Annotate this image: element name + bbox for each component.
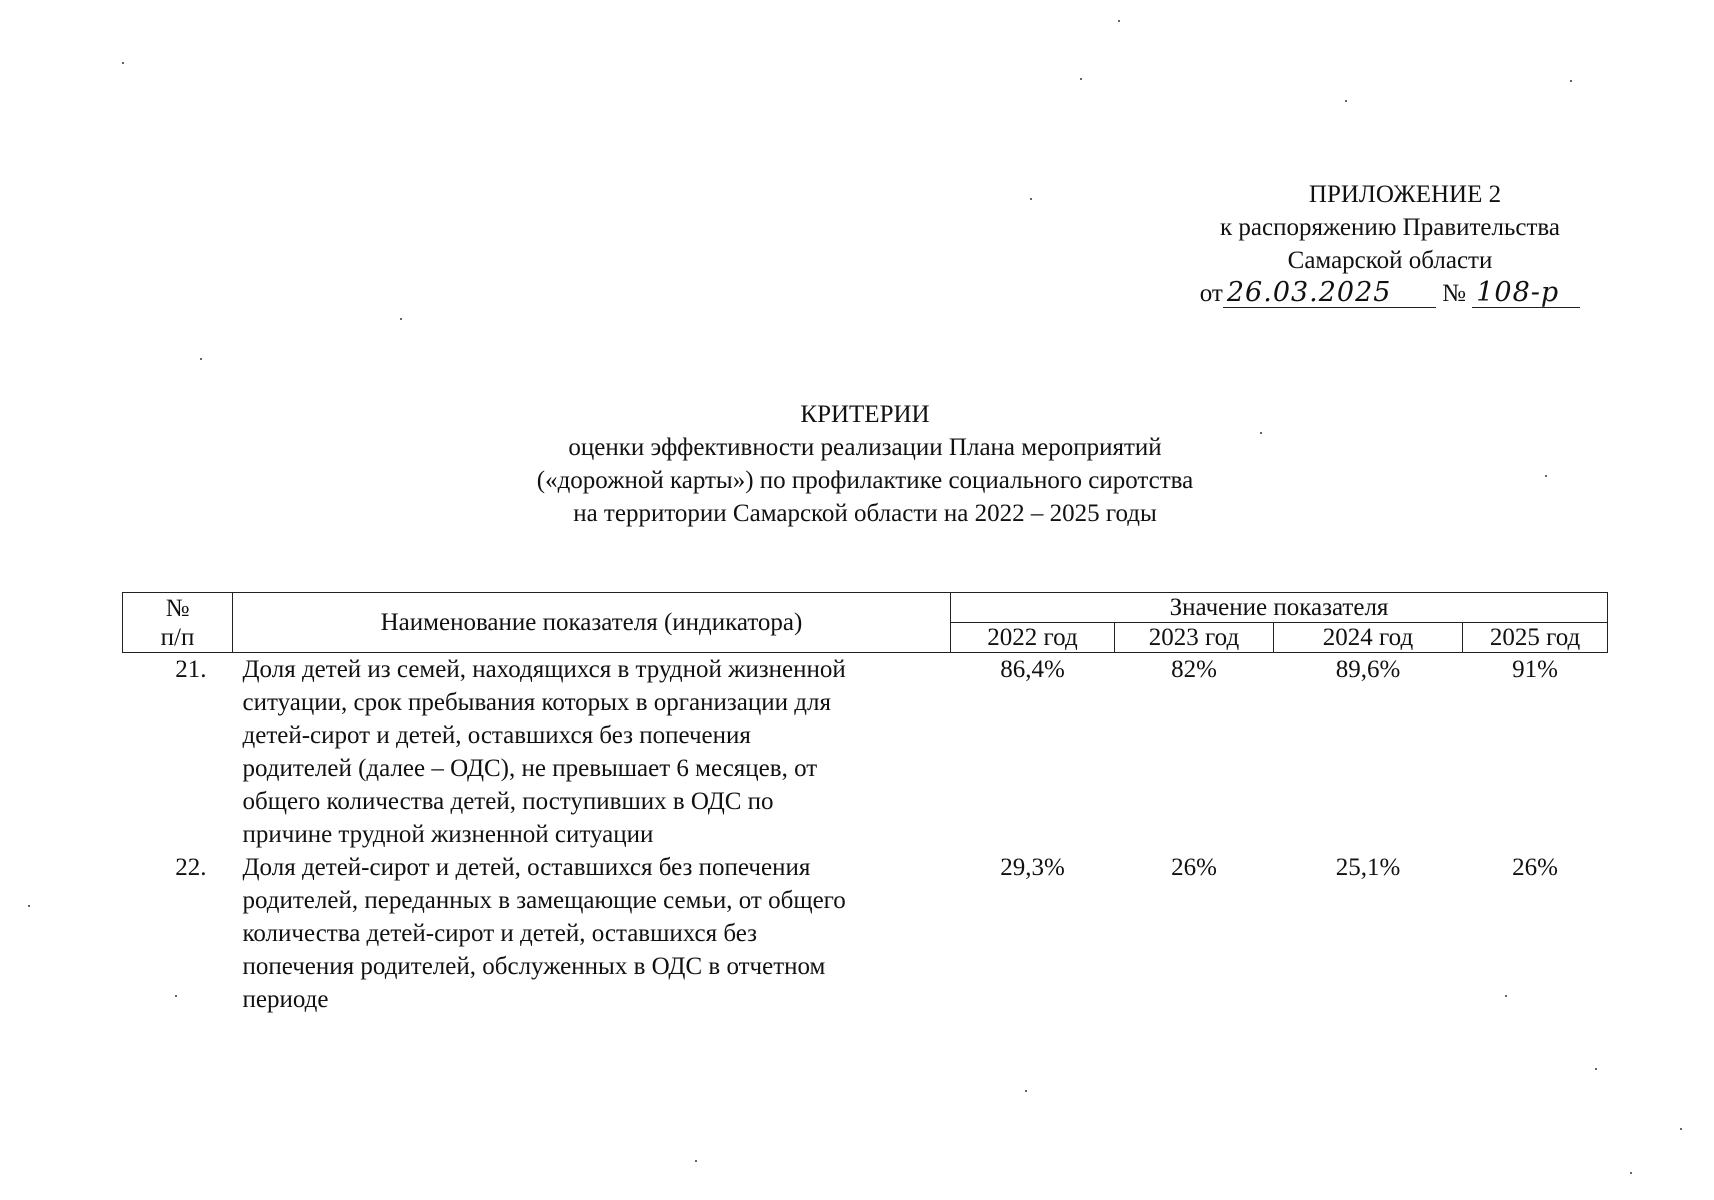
handwritten-number: 108-р <box>1472 279 1580 308</box>
appendix-signature-line <box>1170 277 1610 310</box>
scan-speck <box>695 1160 697 1162</box>
value-2025: 91% <box>1512 656 1558 683</box>
title-line-2: оценки эффективности реализации Плана мероприятий <box>568 434 1162 461</box>
indicator-text-line: родителей, переданных в замещающие семьи, от общего <box>242 887 846 914</box>
header-number <box>123 593 233 653</box>
scan-speck <box>1545 475 1547 477</box>
indicator-text-line: родителей (далее – ОДС), не превышает 6 месяцев, от <box>242 755 818 782</box>
scan-speck <box>1118 20 1120 22</box>
indicator-text-line: общего количества детей, поступивших в ОДС по <box>242 788 774 815</box>
table-row <box>123 851 1608 1016</box>
title-line-4: на территории Самарской области на 2022 – 2025 годы <box>573 500 1157 527</box>
indicator-name <box>233 851 951 1016</box>
indicator-text-line: периоде <box>242 986 329 1013</box>
handwritten-date: 26.03.2025 <box>1223 279 1436 308</box>
header-number-symbol: № <box>165 594 190 622</box>
scan-speck <box>1630 1172 1632 1174</box>
indicator-text-line: Доля детей из семей, находящихся в трудной жизненной <box>242 656 846 683</box>
scan-speck <box>1080 78 1082 80</box>
row-number: 21. <box>175 656 207 683</box>
number-prefix: № <box>1442 280 1466 307</box>
value-2025: 26% <box>1512 854 1558 881</box>
value-2023: 82% <box>1171 656 1217 683</box>
scan-speck <box>1505 995 1507 997</box>
criteria-table <box>122 592 1608 1016</box>
indicator-text-line: причине трудной жизненной ситуации <box>242 821 654 848</box>
value-2024: 25,1% <box>1335 854 1401 881</box>
row-number: 22. <box>175 854 207 881</box>
indicator-text-line: попечения родителей, обслуженных в ОДС в отчетном <box>242 953 826 980</box>
appendix-line-1: к распоряжению Правительства <box>1219 214 1560 241</box>
indicator-text-line: ситуации, срок пребывания которых в организации для <box>242 689 831 716</box>
header-year: 2022 год <box>951 623 1115 653</box>
scan-speck <box>200 358 202 360</box>
indicator-text-line: детей-сирот и детей, оставшихся без попечения <box>242 722 751 749</box>
scan-speck <box>1345 100 1347 102</box>
indicator-text-line: количества детей-сирот и детей, оставшихся без <box>242 920 758 947</box>
scan-speck <box>1030 198 1032 200</box>
scan-speck <box>1025 1090 1027 1092</box>
indicator-name <box>233 653 951 852</box>
scan-speck <box>175 995 177 997</box>
scan-speck <box>28 905 30 907</box>
header-year: 2023 год <box>1115 623 1274 653</box>
value-2024: 89,6% <box>1335 656 1401 683</box>
table-header-row <box>123 593 1608 623</box>
document-title <box>380 398 1350 530</box>
header-number-abbr: п/п <box>160 623 195 651</box>
scan-speck <box>1680 1128 1682 1130</box>
appendix-header <box>1170 178 1610 310</box>
title-line-3: («дорожной карты») по профилактике социального сиротства <box>536 467 1194 494</box>
indicator-text-line: Доля детей-сирот и детей, оставшихся без попечения <box>242 854 811 881</box>
appendix-title: ПРИЛОЖЕНИЕ 2 <box>1308 181 1502 208</box>
value-2023: 26% <box>1171 854 1217 881</box>
scan-speck <box>1570 80 1572 82</box>
value-2022: 86,4% <box>1000 656 1065 683</box>
header-indicator-name: Наименование показателя (индикатора) <box>233 593 951 653</box>
scan-speck <box>122 62 124 64</box>
header-year: 2025 год <box>1463 623 1608 653</box>
scan-speck <box>400 318 402 320</box>
appendix-line-2: Самарской области <box>1287 247 1493 274</box>
scan-speck <box>1260 432 1262 434</box>
header-year: 2024 год <box>1274 623 1463 653</box>
table-row <box>123 653 1608 852</box>
date-prefix: от <box>1199 280 1223 307</box>
header-values-group: Значение показателя <box>951 593 1608 623</box>
scan-speck <box>1595 1068 1597 1070</box>
value-2022: 29,3% <box>1000 854 1065 881</box>
title-line-1: КРИТЕРИИ <box>800 401 930 428</box>
